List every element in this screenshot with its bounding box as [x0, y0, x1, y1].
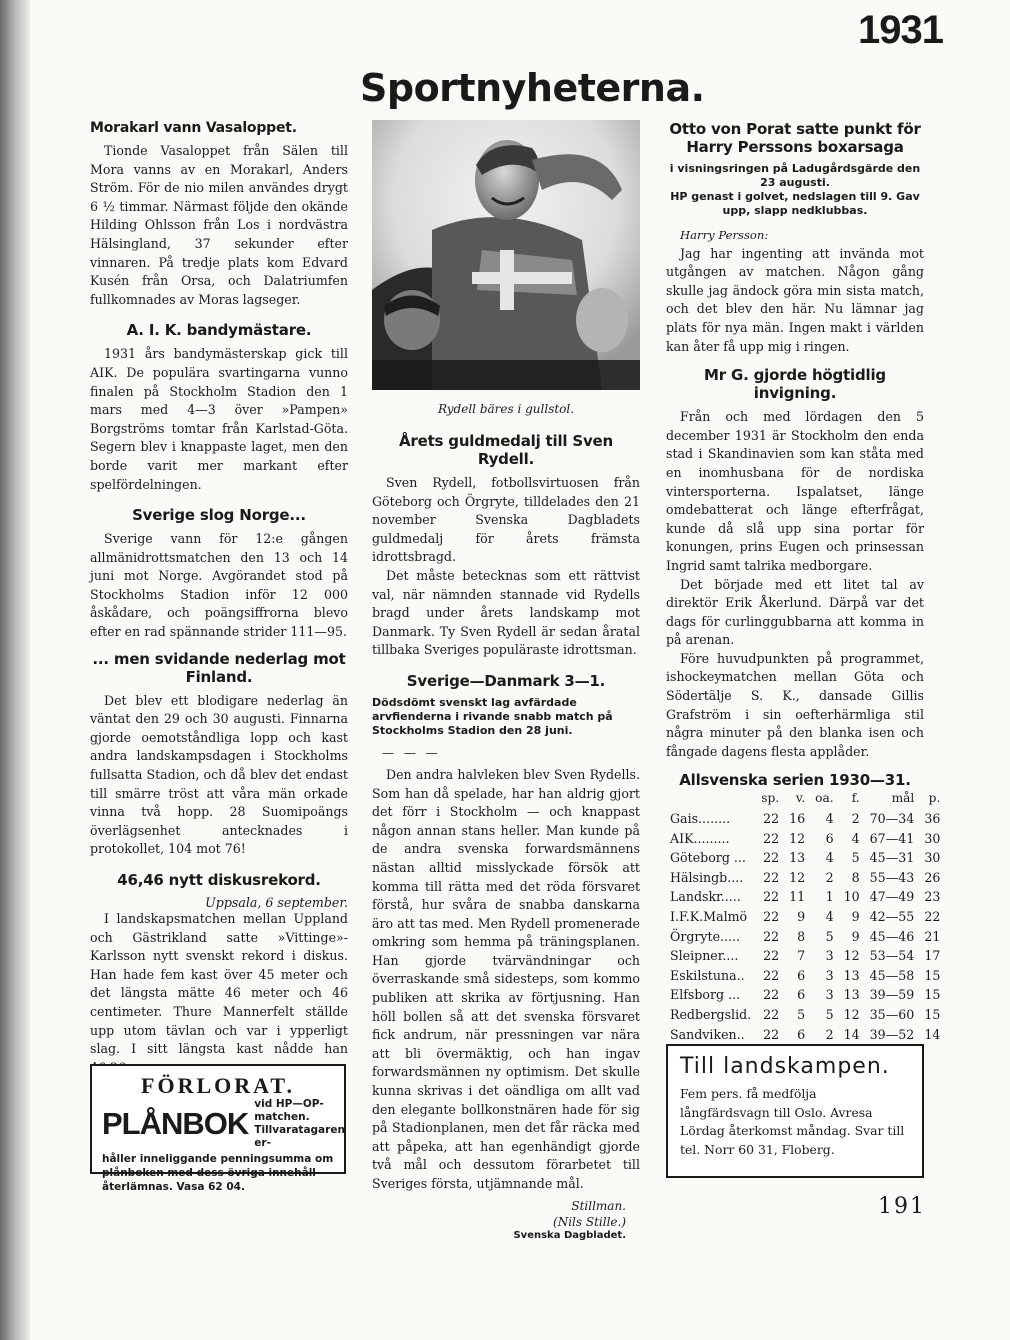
header-goals: mål — [891, 791, 915, 806]
table-row — [670, 809, 945, 829]
team-name: Landskr..... — [670, 889, 741, 905]
header-lost: f. — [851, 791, 860, 806]
table-cell: 23 — [924, 889, 941, 905]
table-cell: 55—43 — [869, 869, 915, 885]
heading-sverige-danmark: Sverige—Danmark 3—1. — [406, 671, 606, 690]
heading-invigning: Mr G. gjorde högtidlig invigning. — [704, 366, 886, 403]
table-cell: 1 — [825, 889, 834, 905]
year-heading: 1931 — [858, 8, 943, 52]
table-cell: 12 — [843, 1006, 860, 1022]
table-row — [670, 887, 945, 907]
article-sverige-danmark: Den andra halvleken blev Sven Rydells. Som han då spelade, har han aldrig gjort det förr i Stockholm — och knappast någon annan stans heller. Man kunde på de andra svenska forwardsmännens nästan alltid misslyckade försök att komma till rätta med det röda försvaret förstå, hur svåra de snabba danskarna äro att tas med. Men Rydell promenerade omkring som hemma på träningsplanen. Han gjorde tvärvändningar och överraskande små sidesteps, som kommo publiken att skrika av förtjusning. Han höll bollen så att det svenska försvaret fick andrum, när pressningen var nära att bli övermäktig, och han ingav forwardsmännen ny optimism. Det skulle kunna skrivas i det oändliga om allt vad den elegante bollkonstnären hade för sig på Stadionplanen, men det får räcka med att påpeka, att han egenhändigt gjorde två mål och dessutom förarbetet till Sveriges första, utjämnande mål. — [372, 766, 640, 1191]
table-cell: 22 — [763, 928, 780, 944]
table-cell: 45—58 — [869, 967, 915, 983]
table-cell: 9 — [797, 909, 806, 924]
team-name: Sleipner.... — [670, 948, 739, 964]
table-cell: 13 — [843, 987, 860, 1003]
article-invigning-1: Från och med lördagen den 5 december 1931 är Stockholm den enda stad i Skandinavien som kan ståta med en inomhusbana för de nordiska vintersporterna. Ispalatset, länge omdebatterat och länge efterfrågat, kunde då slå upp sina portar för konungen, prins Eugen och prinsessan Ingrid samt talrika medborgare. — [666, 409, 924, 573]
source-svd: Svenska Dagbladet. — [513, 1229, 626, 1241]
signature-pseudonym: Stillman. — [571, 1198, 626, 1213]
page-number: 191 — [878, 1194, 926, 1219]
table-cell: 12 — [843, 948, 860, 964]
table-cell: 15 — [924, 1006, 941, 1022]
heading-finland: ... men svidande nederlag mot Finland. — [92, 649, 346, 686]
team-name: Elfsborg ... — [670, 987, 741, 1003]
article-sverige-norge: Sverige vann för 12:e gången allmänidrottsmatchen den 13 och 14 juni mot Norge. Avgörandet stod på Stockholms Stadion inför 12 000 åskådare, och poängsiffrorna blevo efter en rad spännande strider 111—95. — [90, 531, 348, 640]
subheading-sverige-danmark: Dödsdömt svenskt lag avfärdade arvfienderna i rivande snabb match på Stockholms Stadion den 28 juni. — [372, 695, 613, 737]
table-cell: 3 — [825, 987, 834, 1003]
league-table-header — [670, 789, 945, 809]
table-row — [670, 946, 945, 966]
table-cell: 45—31 — [869, 850, 915, 866]
table-cell: 22 — [763, 909, 780, 924]
ad-lost-big: PLÅNBOK — [102, 1106, 249, 1141]
book-binding-shadow — [0, 0, 30, 1340]
speaker-harry-persson: Harry Persson: — [680, 228, 769, 242]
table-cell: 47—49 — [869, 889, 915, 905]
table-cell: 5 — [851, 850, 860, 866]
article-finland: Det blev ett blodigare nederlag än väntat den 29 och 30 augusti. Finnarna gjorde oemotståndliga lopp och kast andra landskampsdagen i Stockholms fullsatta Stadion, och då blev det endast till smärre tröst att våra män orkade vinna två hopp. 28 Suomipoängs överlägsenhet antecknades i protokollet, 104 mot 76! — [90, 692, 348, 857]
table-cell: 6 — [797, 1026, 806, 1042]
table-cell: 22 — [763, 889, 780, 905]
table-row — [670, 1005, 945, 1025]
photo-rydell-carried — [372, 120, 640, 390]
table-cell: 22 — [924, 909, 941, 924]
heading-aik-bandy: A. I. K. bandymästare. — [126, 321, 312, 340]
article-guldmedalj-1: Sven Rydell, fotbollsvirtuosen från Göteborg och Örgryte, tilldelades den 21 november Svenska Dagbladets guldmedalj för årets främsta idrottsbragd. — [372, 475, 640, 565]
table-cell: 45—46 — [869, 928, 915, 944]
table-cell: 9 — [851, 928, 860, 944]
team-name: Eskilstuna.. — [670, 967, 745, 983]
table-cell: 15 — [924, 987, 941, 1003]
table-cell: 6 — [797, 967, 806, 983]
ad-trip-text: Fem pers. få medfölja långfärdsvagn till Oslo. Avresa Lördag återkomst måndag. Svar till tel. Norr 60 31, Floberg. — [680, 1086, 905, 1157]
table-cell: 22 — [763, 811, 780, 827]
team-name: Hälsingb.... — [670, 869, 744, 885]
league-table — [670, 789, 945, 1044]
table-cell: 13 — [789, 850, 806, 866]
table-cell: 12 — [789, 830, 806, 846]
table-cell: 6 — [825, 830, 834, 846]
table-cell: 14 — [924, 1026, 941, 1042]
separator-dashes: — — — — [382, 745, 441, 760]
table-cell: 22 — [763, 830, 780, 846]
table-cell: 21 — [924, 928, 941, 944]
table-row — [670, 868, 945, 888]
team-name: Redbergslid. — [670, 1006, 752, 1022]
table-cell: 22 — [763, 967, 780, 983]
table-cell: 35—60 — [869, 1006, 915, 1022]
table-cell: 2 — [851, 811, 860, 827]
column-right — [666, 120, 941, 1044]
article-aik-bandy: 1931 års bandymästerskap gick till AIK. De populära svartingarna vunno finalen på Stockholm Stadion den 1 mars med 4—3 över »Pampen» Borgströms tomtar från Karlstad-Göta. Segern blev i knappaste laget, men den borde varit mer markant efter spelfördelningen. — [90, 346, 348, 492]
table-row — [670, 1025, 945, 1045]
dateline-uppsala: Uppsala, 6 september. — [205, 895, 348, 910]
table-cell: 6 — [797, 987, 806, 1003]
table-cell: 39—59 — [869, 987, 915, 1003]
table-cell: 3 — [825, 967, 834, 983]
team-name: Sandviken.. — [670, 1026, 745, 1042]
ad-lost-text: håller inneliggande penningsumma om plånboken med dess övriga innehåll återlämnas. Vasa 62 04. — [102, 1153, 334, 1193]
table-cell: 13 — [843, 967, 860, 983]
header-points: p. — [928, 791, 941, 806]
page-title: Sportnyheterna. — [360, 66, 705, 110]
heading-guldmedalj: Årets guldmedalj till Sven Rydell. — [398, 432, 613, 468]
ad-trip-title: Till landskampen. — [680, 1054, 890, 1079]
team-name: Örgryte..... — [670, 928, 741, 944]
heading-vasaloppet: Morakarl vann Vasaloppet. — [90, 120, 297, 136]
table-cell: 2 — [825, 1026, 834, 1042]
table-cell: 5 — [797, 1006, 806, 1022]
subheading-porat-1: i visningsringen på Ladugårdsgärde den 23 augusti. — [669, 162, 921, 189]
photo-caption: Rydell bäres i gullstol. — [437, 402, 575, 416]
table-cell: 4 — [825, 811, 834, 827]
table-cell: 14 — [843, 1026, 860, 1042]
subheading-porat-2: HP genast i golvet, nedslagen till 9. Gav upp, slapp nedklubbas. — [670, 190, 920, 217]
table-cell: 10 — [843, 889, 860, 905]
article-persson-quote: Jag har ingenting att invända mot utgången av matchen. Någon gång skulle jag ändock göra min sista match, och det blev den här. Nu lämnar jag plats för nya män. Ingen makt i världen kan åter få upp mig i ringen. — [666, 245, 924, 354]
table-cell: 22 — [763, 948, 780, 964]
heading-sverige-norge: Sverige slog Norge... — [132, 506, 306, 525]
table-row — [670, 829, 945, 849]
table-cell: 4 — [825, 850, 834, 866]
column-left — [90, 120, 348, 1077]
table-cell: 2 — [825, 869, 834, 885]
table-row — [670, 848, 945, 868]
table-cell: 9 — [851, 909, 860, 924]
header-played: sp. — [761, 791, 780, 806]
photo-illustration — [372, 120, 640, 390]
table-cell: 22 — [763, 1006, 780, 1022]
table-cell: 30 — [924, 850, 941, 866]
heading-porat-persson: Otto von Porat satte punkt för Harry Perssons boxarsaga — [669, 120, 921, 156]
table-cell: 5 — [825, 1006, 834, 1022]
team-name: Gais........ — [670, 811, 731, 827]
header-won: v. — [795, 791, 806, 806]
team-name: I.F.K.Malmö — [670, 909, 748, 924]
table-cell: 22 — [763, 1026, 780, 1042]
table-cell: 53—54 — [869, 948, 915, 964]
table-row — [670, 985, 945, 1005]
table-row — [670, 966, 945, 986]
ad-lost-wallet — [90, 1064, 346, 1193]
table-cell: 7 — [797, 948, 806, 964]
heading-allsvenskan: Allsvenska serien 1930—31. — [679, 771, 911, 790]
table-cell: 22 — [763, 869, 780, 885]
article-invigning-3: Före huvudpunkten på programmet, ishockeymatchen mellan Göta och Södertälje S. K., dansade Gillis Grafström i sin oefterhärmliga stil några minuter på den blanka isen och fångade dagens flesta applåder. — [666, 650, 924, 759]
table-cell: 5 — [825, 928, 834, 944]
table-cell: 4 — [851, 830, 860, 846]
table-cell: 3 — [825, 948, 834, 964]
table-cell: 12 — [789, 869, 806, 885]
team-name: Göteborg ... — [670, 850, 746, 866]
article-guldmedalj-2: Det måste betecknas som ett rättvist val, när nämnden stannade vid Rydells bragd under årets landskamp mot Danmark. Ty Sven Rydell är sedan åratal tillbaka Sveriges populäraste idrottsman. — [372, 567, 640, 658]
table-row — [670, 907, 945, 927]
table-cell: 22 — [763, 987, 780, 1003]
table-cell: 26 — [924, 869, 941, 885]
table-cell: 15 — [924, 967, 941, 983]
team-name: AIK......... — [670, 830, 730, 846]
table-cell: 42—55 — [869, 909, 915, 924]
table-row — [670, 927, 945, 947]
table-cell: 4 — [825, 909, 834, 924]
column-middle — [372, 120, 640, 1241]
ad-lost-title: FÖRLORAT. — [141, 1073, 295, 1098]
article-diskusrekord: I landskapsmatchen mellan Uppland och Gästrikland satte »Vittinge»-Karlsson nytt svenskt rekord i diskus. Han hade fem kast över 45 meter och det längsta mätte 46 meter och 46 centimeter. Thure Mannerfelt ställde upp utom tävlan och var i ypperligt slag. I sitt längsta kast nådde han — [90, 911, 348, 1057]
table-cell: 22 — [763, 850, 780, 866]
table-cell: 30 — [924, 830, 941, 846]
article-invigning-2: Det började med ett litet tal av direktör Erik Åkerlund. Därpå var det dags för curlinggubbarna att komma in på arenan. — [666, 576, 924, 648]
signature-name: (Nils Stille.) — [553, 1214, 626, 1229]
table-cell: 36 — [924, 811, 941, 827]
table-cell: 11 — [789, 889, 806, 905]
table-cell: 8 — [797, 928, 806, 944]
table-cell: 70—34 — [869, 811, 915, 827]
article-vasaloppet: Tionde Vasaloppet från Sälen till Mora vanns av en Morakarl, Anders Ström. För de nio milen användes drygt 6 ½ timmar. Närmast följde den okände Hilding Ohlsson från Los i nordvästra Hälsingland, 37 sekunder efter vinnaren. På tredje plats kom Edvard Kusén från Orsa, och Dalatriumfen fullkomnades av Moras lagseger. — [90, 143, 348, 307]
heading-diskusrekord: 46,46 nytt diskusrekord. — [117, 871, 321, 889]
table-cell: 8 — [851, 869, 860, 885]
ad-landskampen — [666, 1044, 924, 1178]
table-cell: 39—52 — [869, 1026, 915, 1042]
header-drawn: oa. — [815, 791, 834, 806]
ad-lost-small: vid HP—OP-matchen. Tillvaratagaren er- — [254, 1098, 345, 1149]
table-cell: 67—41 — [869, 830, 915, 846]
table-cell: 17 — [924, 948, 941, 964]
table-cell: 16 — [789, 811, 806, 827]
